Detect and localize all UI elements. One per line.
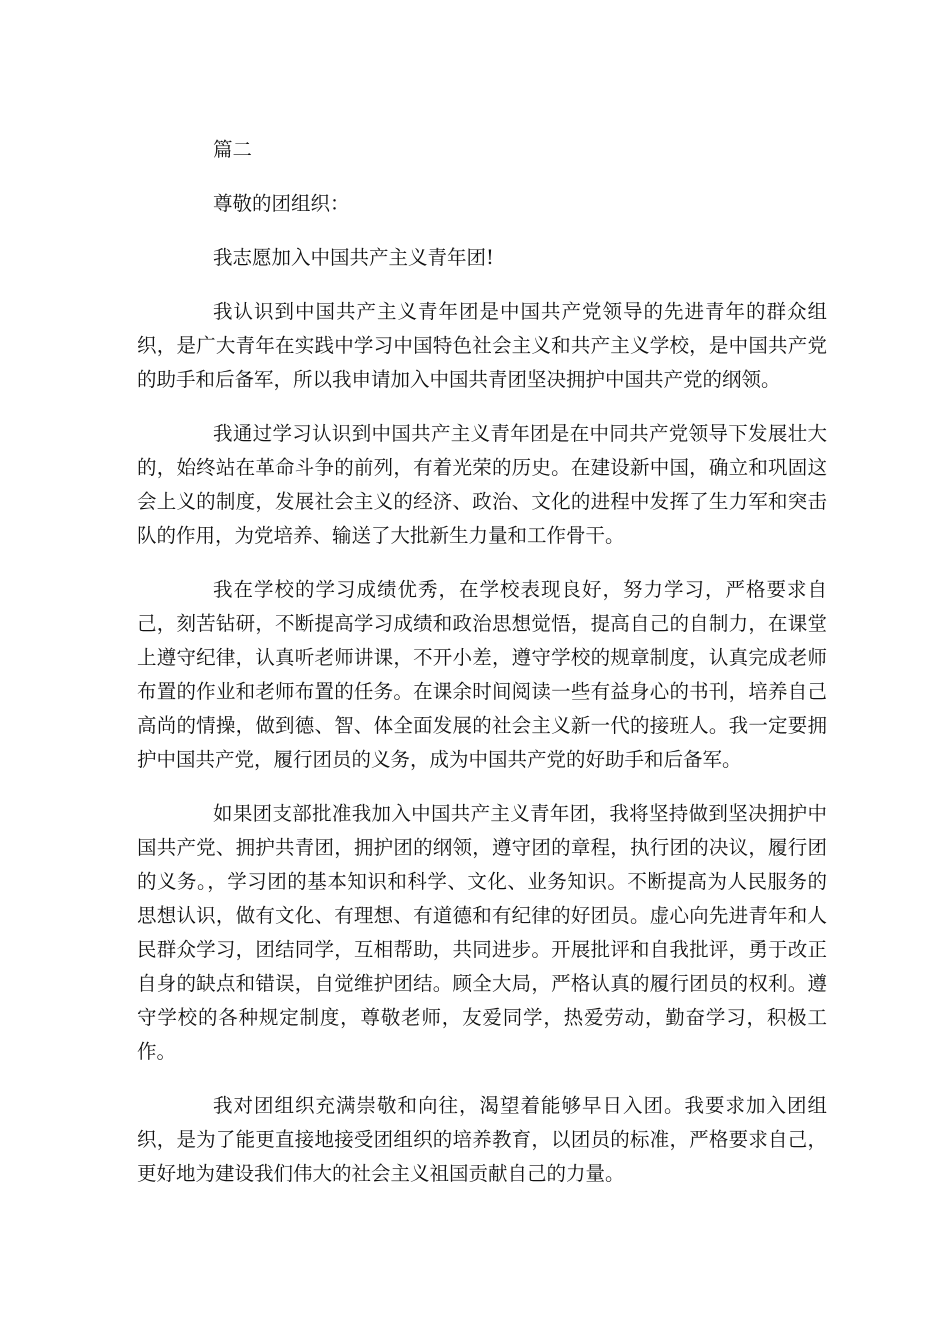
- section-heading: 篇二: [213, 138, 253, 161]
- paragraph: 我在学校的学习成绩优秀，在学校表现良好，努力学习，严格要求自己，刻苦钻研，不断提高学习成绩和政治思想觉悟，提高自己的自制力，在课堂上遵守纪律，认真听老师讲课，不开小差，遵守学校的规章制度，认真完成老师布置的作业和老师布置的任务。在课余时间阅读一些有益身心的书刊，培养自己高尚的情操，做到德、智、体全面发展的社会主义新一代的接班人。我一定要拥护中国共产党，履行团员的义务，成为中国共产党的好助手和后备军。: [137, 578, 827, 771]
- declaration: 我志愿加入中国共产主义青年团!: [213, 246, 494, 269]
- paragraph: 我通过学习认识到中国共产主义青年团是在中同共产党领导下发展壮大的，始终站在革命斗争的前列，有着光荣的历史。在建设新中国，确立和巩固这会上义的制度，发展社会主义的经济、政治、文化的进程中发挥了生力军和突击队的作用，为党培养、输送了大批新生力量和工作骨干。: [137, 422, 827, 547]
- paragraph: 我认识到中国共产主义青年团是中国共产党领导的先进青年的群众组织，是广大青年在实践中学习中国特色社会主义和共产主义学校，是中国共产党的助手和后备军，所以我申请加入中国共青团坚决拥护中国共产党的纲领。: [137, 300, 827, 391]
- document-body: [137, 133, 827, 1211]
- paragraph: 我对团组织充满崇敬和向往，渴望着能够早日入团。我要求加入团组织，是为了能更直接地接受团组织的培养教育，以团员的标准，严格要求自己，更好地为建设我们伟大的社会主义祖国贡献自己的力量。: [137, 1094, 827, 1185]
- salutation: 尊敬的团组织：: [213, 192, 350, 215]
- paragraph: 如果团支部批准我加入中国共产主义青年团，我将坚持做到坚决拥护中国共产党、拥护共青团，拥护团的纲领，遵守团的章程，执行团的决议，履行团的义务。，学习团的基本知识和科学、文化、业务知识。不断提高为人民服务的思想认识，做有文化、有理想、有道德和有纪律的好团员。虚心向先进青年和人民群众学习，团结同学，互相帮助，共同进步。开展批评和自我批评，勇于改正自身的缺点和错误，自觉维护团结。顾全大局，严格认真的履行团员的权利。遵守学校的各种规定制度，尊敬老师，友爱同学，热爱劳动，勤奋学习，积极工作。: [137, 802, 827, 1063]
